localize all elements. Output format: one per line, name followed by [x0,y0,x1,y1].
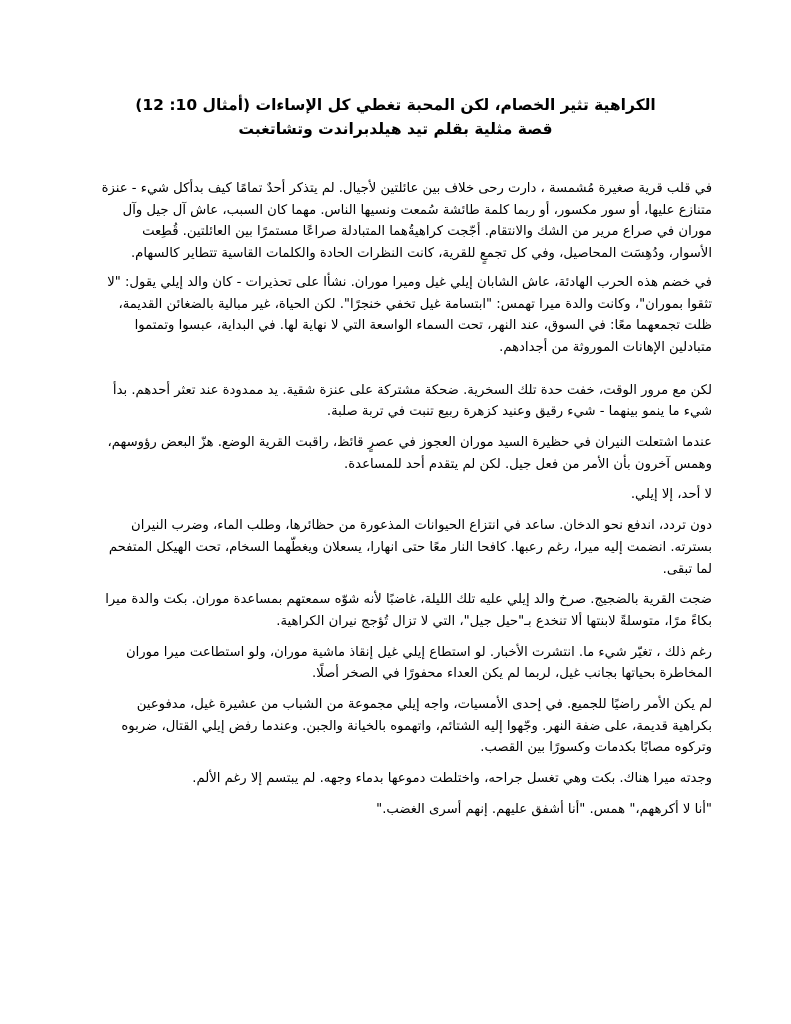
paragraph-9: لم يكن الأمر راضيًا للجميع. في إحدى الأمسيات، واجه إيلي مجموعة من الشباب من عشيرة غيل، مدفوعين بكراهية قديمة، على ضفة النهر. وجّهوا إليه الشتائم، واتهموه بالخيانة والجبن. وعندما رفض إيلي القتال، ضربوه وتركوه مصابًا بكدمات وكسورًا بين القصب. [121,697,712,756]
paragraph-6: دون تردد، اندفع نحو الدخان. ساعد في انتزاع الحيوانات المذعورة من حظائرها، وطلب الماء، وضرب النيران بسترته. انضمت إليه ميرا، رغم رعبها. كافحا النار معًا حتى انهارا، يسعلان ويغطّهما السخام، تحت الهيكل المتفحم لما تبقى. [108,518,712,577]
paragraph-7: ضجت القرية بالضجيج. صرخ والد إيلي عليه تلك الليلة، غاضبًا لأنه شوّه سمعتهم بمساعدة موران. بكت والدة ميرا بكاءً مرًا، متوسلةً لابنتها ألا تنخدع بـ"حيل جيل"، التي لا تزال تُؤجج نيران الكراهية. [105,592,712,629]
document-subtitle: قصة مثلية بقلم تيد هيلدبراندت وتشاتغبت [238,120,553,138]
paragraph-8: رغم ذلك ، تغيّر شيء ما. انتشرت الأخبار. لو استطاع إيلي غيل إنقاذ ماشية موران، ولو استطاعت ميرا موران المخاطرة بحياتها بجانب غيل، لربما لم يكن العداء محفورًا في الصخر أصلًا. [125,644,712,682]
paragraph-10: وجدته ميرا هناك. بكت وهي تغسل جراحه، واختلطت دموعها بدماء وجهه. لم يبتسم إلا رغم الألم. [192,771,712,787]
paragraph-11: "أنا لا أكرههم،" همس. "أنا أشفق عليهم. إنهم أسرى الغضب." [376,801,712,817]
paragraph-3: لكن مع مرور الوقت، خفت حدة تلك السخرية. ضحكة مشتركة على عنزة شقية. يد ممدودة عند تعثر أحدهم. بدأ شيء ما ينمو بينهما - شيء رقيق وعنيد كزهرة ربيع تنبت في تربة صلبة. [112,382,712,420]
story-body [98,178,712,821]
paragraph-2: في خضم هذه الحرب الهادئة، عاش الشابان إيلي غيل وميرا موران. نشأا على تحذيرات - كان والد إيلي يقول: "لا تثقوا بموران"، وكانت والدة ميرا تهمس: "ابتسامة غيل تخفي خنجرًا". لكن الحياة، غير مبالية بالضغائن القديمة، ظلت تجمعهما معًا: في السوق، عند النهر، تحت السماء الواسعة التي لا نهاية لها. في البداية، عبسوا وتمتموا متبادلين الإهانات الموروثة من أجدادهم. [107,274,712,355]
document-title: الكراهية تثير الخصام، لكن المحبة تغطي كل الإساءات (أمثال 10: 12) [135,96,656,114]
title-block [0,93,791,141]
paragraph-5: لا أحد، إلا إيلي. [630,487,712,503]
paragraph-4: عندما اشتعلت النيران في حظيرة السيد موران العجوز في عصرٍ قائظ، راقبت القرية الوضع. هزّ البعض رؤوسهم، وهمس آخرون بأن الأمر من فعل جيل. لكن لم يتقدم أحد للمساعدة. [107,435,712,472]
paragraph-1: في قلب قرية صغيرة مُشمسة ، دارت رحى خلاف بين عائلتين لأجيال. لم يتذكر أحدٌ تمامًا كيف بدأكل شيء - عنزة متنازع عليها، أو سور مكسور، أو ربما كلمة طائشة سُمعت ونسيها الناس. مهما كان السبب، عاش آل جيل وآل موران في صراع مرير من الشك والانتقام. أجّجت كراهيةُهما المتبادلة صراعًا مستمرًا بين العائلتين. قُطِعت الأسوار، ودُهِسَت المحاصيل، وفي كل تجمعٍ للقرية، كانت النظرات الحادة والكلمات القاسية تتطاير كالسهام. [101,181,712,262]
